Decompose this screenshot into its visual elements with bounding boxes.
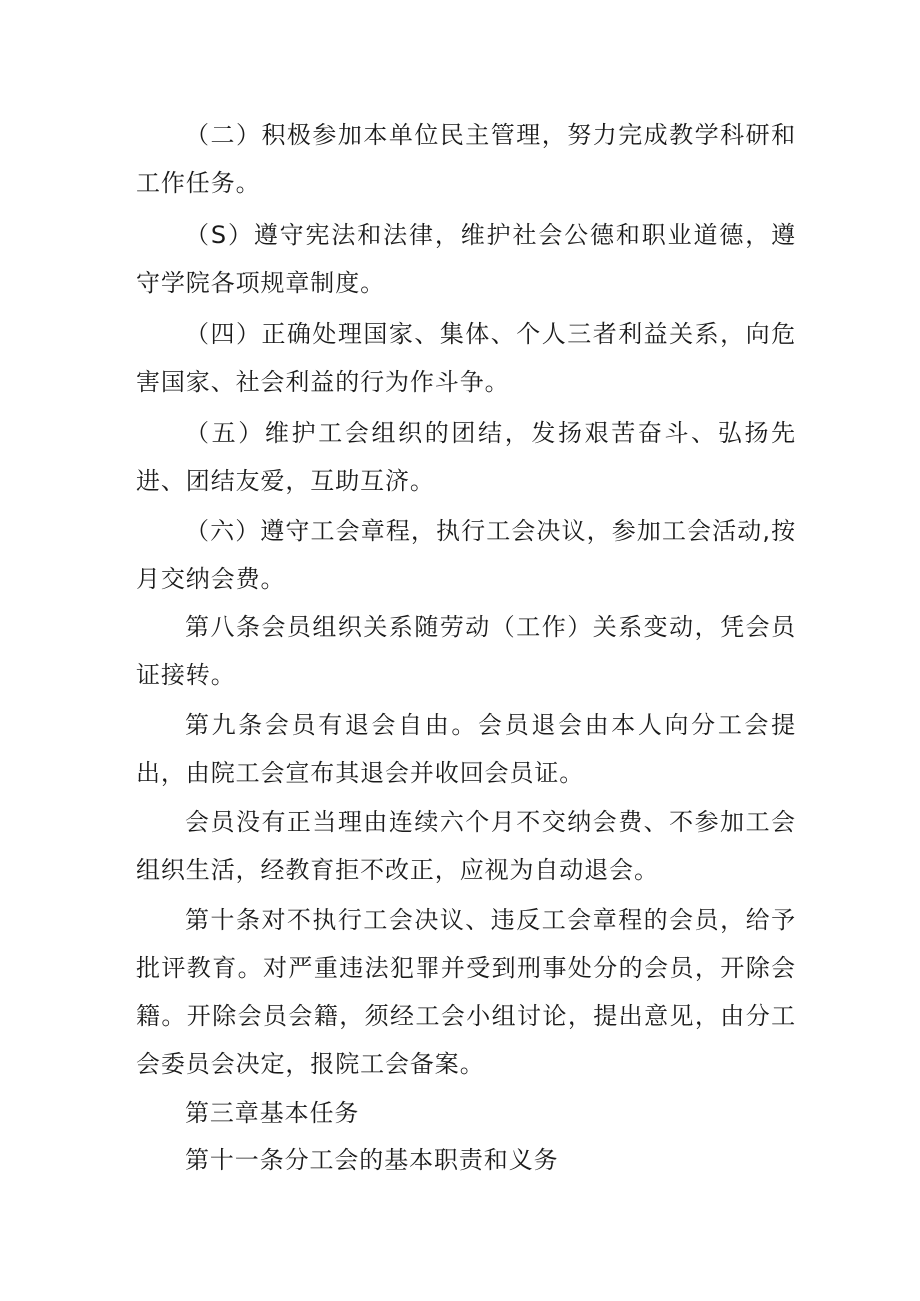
chapter-heading: 第三章基本任务 — [185, 1099, 360, 1127]
paragraph-article-11: 第十一条分工会的基本职责和义务 — [185, 1146, 559, 1174]
paragraph-duty-6: （六）遵守工会章程，执行工会决议，参加工会活动,按月交纳会费。 — [136, 517, 796, 593]
paragraph-duty-5: （五）维护工会组织的团结，发扬艰苦奋斗、弘扬先进、团结友爱，互助互济。 — [136, 419, 796, 495]
paragraph-article-10: 第十条对不执行工会决议、违反工会章程的会员，给予批评教育。对严重违法犯罪并受到刑事处分的会员，开除会籍。开除会员会籍，须经工会小组讨论，提出意见，由分工会委员会决定，报院工会备案。 — [136, 906, 796, 1078]
paragraph-article-9: 第九条会员有退会自由。会员退会由本人向分工会提出，由院工会宣布其退会并收回会员证。 — [136, 711, 796, 787]
paragraph-duty-2: （二）积极参加本单位民主管理，努力完成教学科研和工作任务。 — [136, 121, 796, 197]
paragraph-duty-3: （S）遵守宪法和法律，维护社会公德和职业道德，遵守学院各项规章制度。 — [136, 221, 796, 297]
paragraph-automatic-withdrawal: 会员没有正当理由连续六个月不交纳会费、不参加工会组织生活，经教育拒不改正，应视为自动退会。 — [136, 808, 796, 884]
paragraph-duty-4: （四）正确处理国家、集体、个人三者利益关系，向危害国家、社会利益的行为作斗争。 — [136, 320, 796, 396]
paragraph-article-8: 第八条会员组织关系随劳动（工作）关系变动，凭会员证接转。 — [136, 613, 796, 689]
